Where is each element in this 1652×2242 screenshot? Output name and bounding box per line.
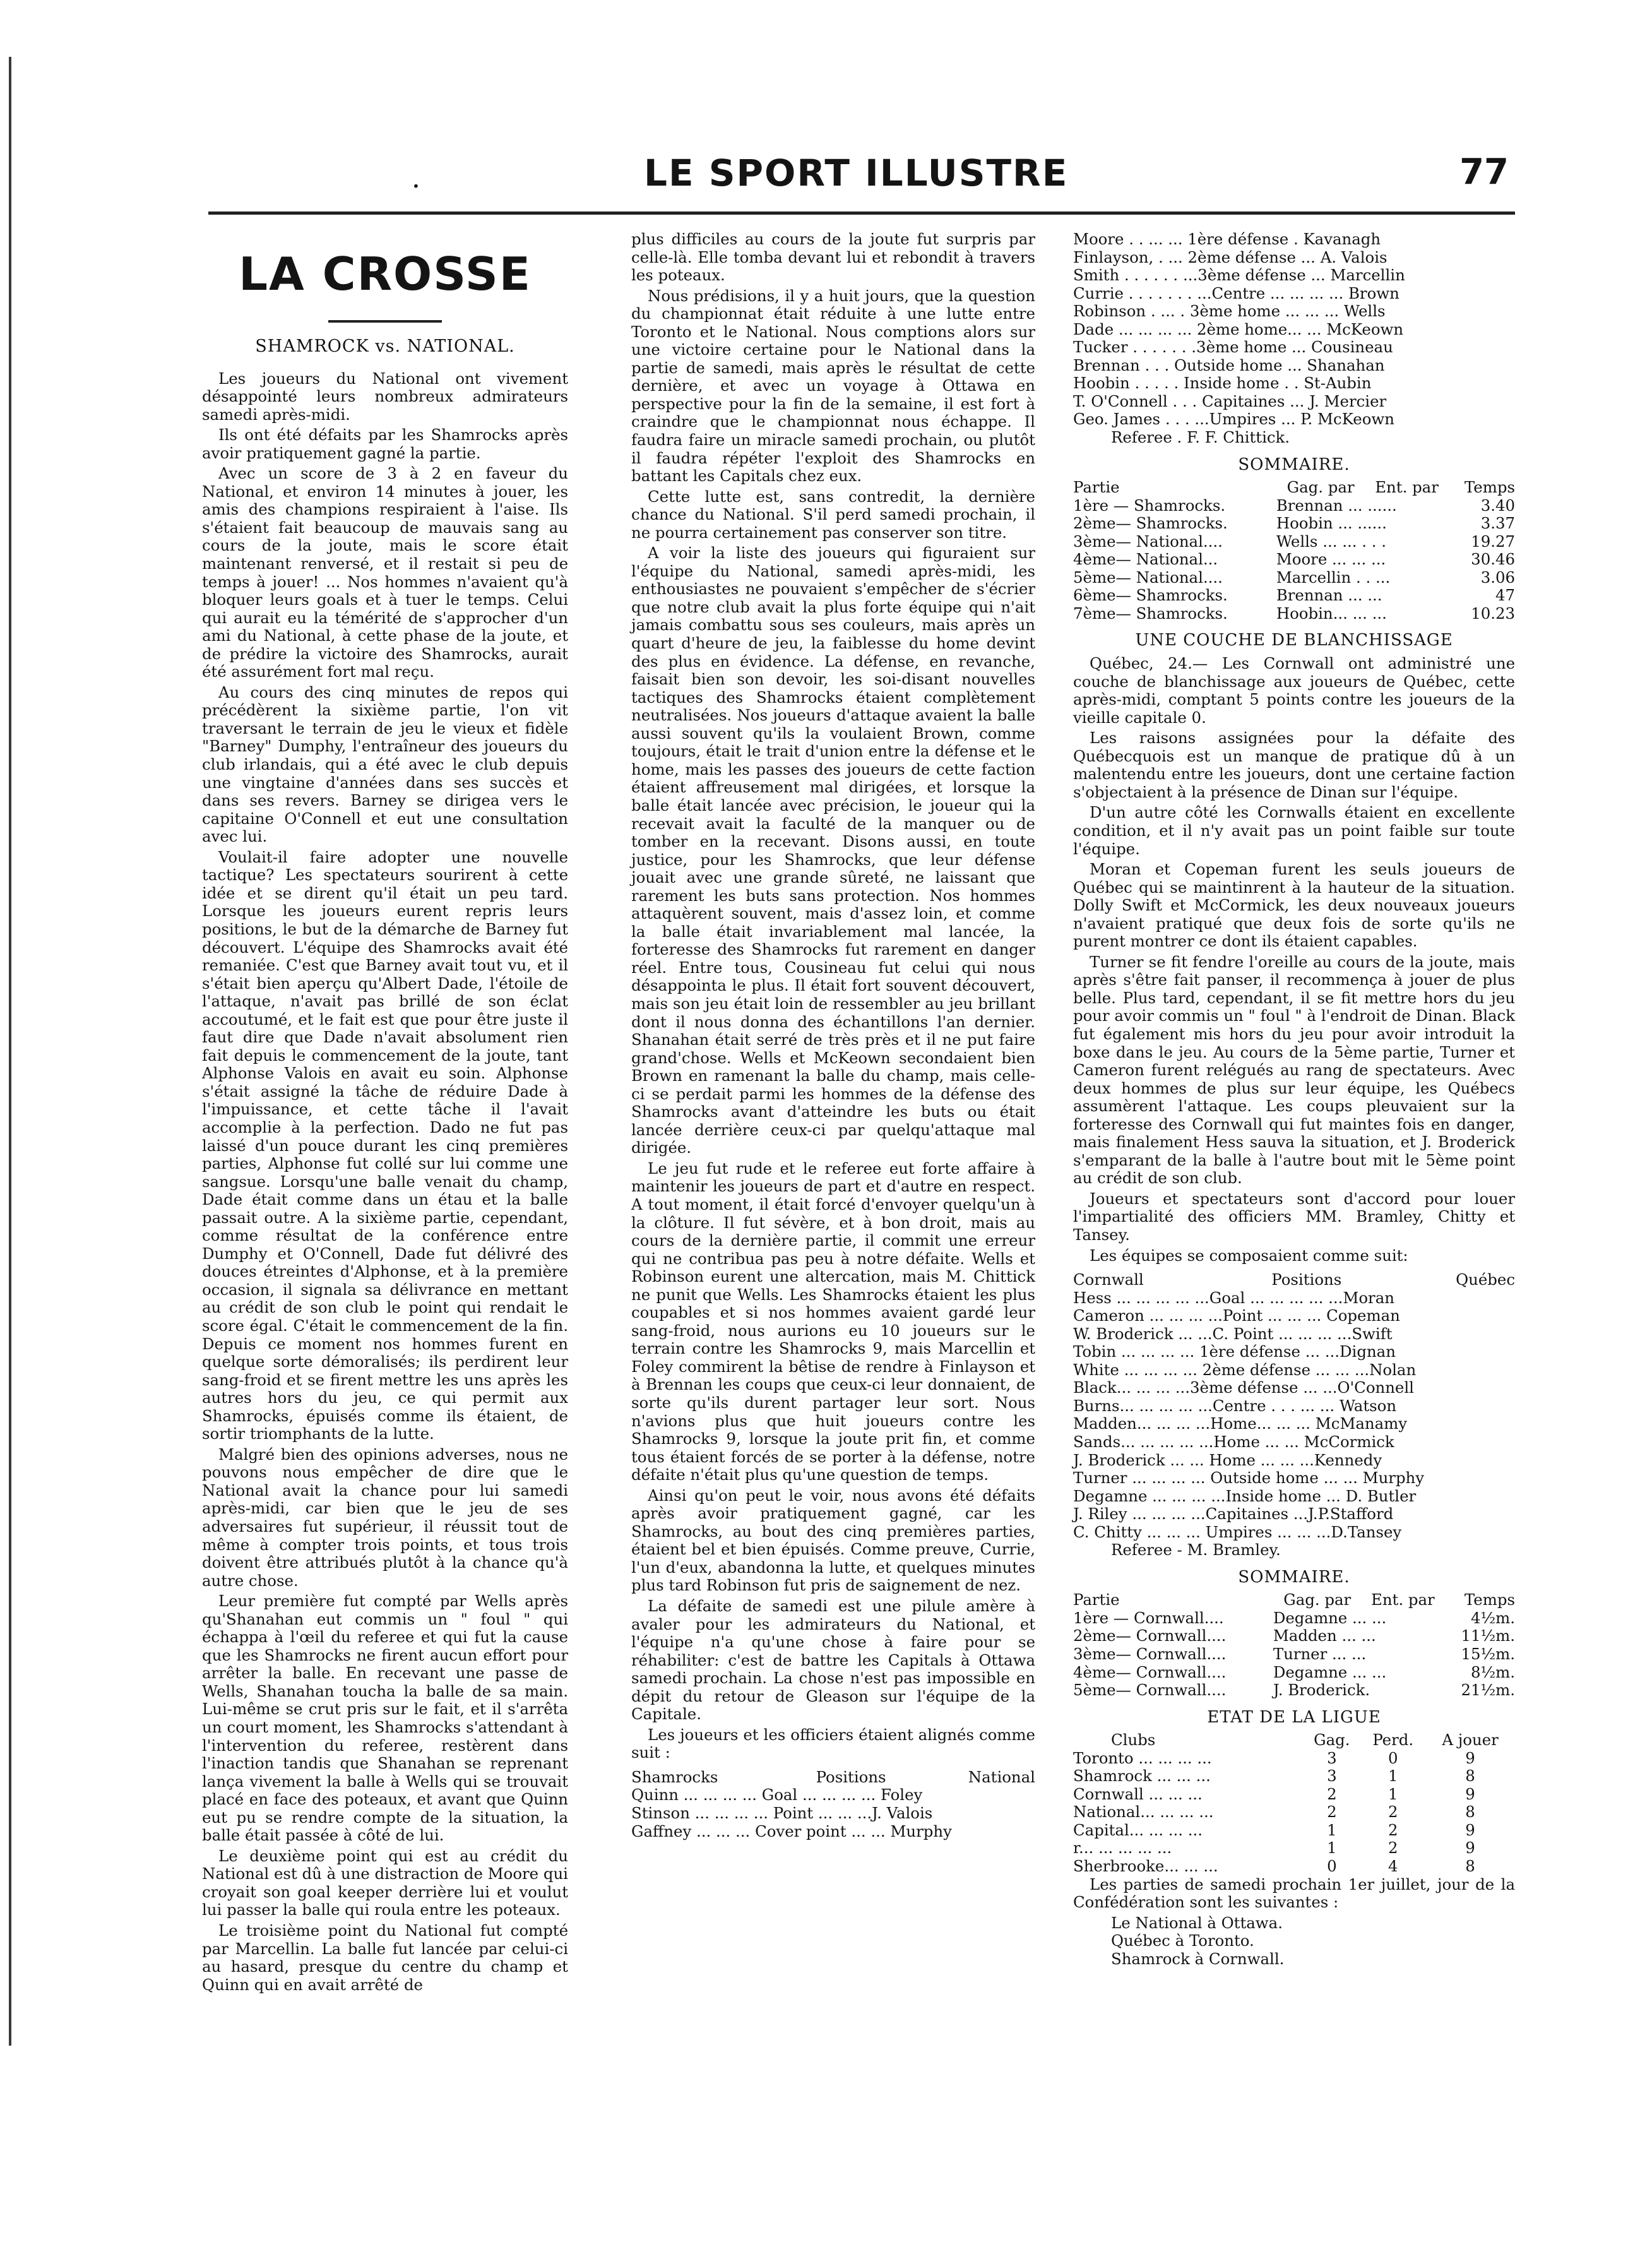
lineup-line: C. Chitty ... ... ... Umpires ... ... ...D.Tansey	[1073, 1522, 1402, 1541]
cell: 9	[1465, 1839, 1475, 1857]
table-row	[1073, 533, 1515, 551]
table-row	[1073, 551, 1515, 569]
paragraph: Les parties de samedi prochain 1er juillet, jour de la Confédération sont les suivantes :	[1073, 1875, 1515, 1912]
cell: Brennan ... ...	[1276, 586, 1382, 605]
table-row	[1073, 497, 1515, 515]
title-rule	[328, 320, 442, 323]
paragraph: A voir la liste des joueurs qui figuraient sur l'équipe du National, samedi après-midi, les enthousiastes ne pouvaient s'empêcher de s'écrier que notre club avait la plus forte équipe qui n'ait jamais combattu sous ses couleurs, mais après un quart d'heure de jeu, la faiblesse du home devint des plus en évidence. La défense, en revanche, faisait bien son devoir, les soi-disant nouvelles tactiques des Shamrocks étaient complètement neutralisées. Nos joueurs d'attaque avaient la balle aussi souvent qu'ils la voulaient Brown, comme toujours, était le trait d'union entre la défense et le home, mais les passes des joueurs de cette faction étaient affreusement mal dirigées, et lorsque la balle était lancée avec précision, le joueur qui la recevait avait la faculté de la manquer ou de tomber en la recevant. Disons aussi, en toute justice, pour les Shamrocks, que leur défense jouait avec une grande sûreté, ne laissant que rarement les buts sans protection. Nos hommes attaquèrent souvent, mais d'assez loin, et comme la balle était invariablement mal lancée, la forteresse des Shamrocks fut rarement en danger réel. Entre tous, Cousineau fut celui qui nous désappointa le plus. Il était fort souvent découvert, mais son jeu était loin de ressembler au jeu brillant dont il nous donna des échantillons l'an dernier. Shanahan était serré de très près et il ne put faire grand'chose. Wells et McKeown secondaient bien Brown en ramenant la balle du champ, mais celle-ci se perdait parmi les hommes de la défense des Shamrocks avant d'atteindre les buts ou était lancée derrière ceux-ci par quelqu'attaque mal dirigée.	[631, 544, 1035, 1157]
paragraph: Voulait-il faire adopter une nouvelle tactique? Les spectateurs sourirent à cette idée et se dirent qu'il était un peu tard. Lorsque les joueurs eurent repris leurs positions, le but de la démarche de Barney fut découvert. L'équipe des Shamrocks avait été remaniée. C'est que Barney avait tout vu, et il s'était bien aperçu qu'Albert Dade, l'étoile de l'attaque, n'avait pas brillé de son éclat accoutumé, et le fait est que pour être juste il faut dire que Dade n'avait absolument rien fait depuis le commencement de la joute, tant Alphonse Valois en avait eu soin. Alphonse s'était assigné la tâche de réduire Dade à l'impuissance, et cette tâche il l'avait accomplie à la perfection. Dado ne fut pas laissé d'un pouce durant les cinq premières parties, Alphonse fut collé sur lui comme une sangsue. Lorsqu'une balle venait du champ, Dade était comme dans un étau et la balle passait outre. A la sixième partie, cependant, comme résultat de la conférence entre Dumphy et O'Connell, Dade fut délivré des douces étreintes d'Alphonse, et à la première occasion, il signala sa délivrance en mettant au crédit de son club le point qui rendait le score égal. C'était le commencement de la fin. Depuis ce moment nos hommes furent en quelque sorte démoralisés; ils perdirent leur sang-froid et se firent mettre les uns après les autres hors du jeu, ce qui permit aux Shamrocks, épuisés comme ils étaient, de sortir triomphants de la lutte.	[202, 847, 568, 1443]
cell: 4	[1388, 1857, 1398, 1876]
paragraph: Nous prédisions, il y a huit jours, que la question du championnat était réduite à une lutte entre Toronto et le National. Nous comptions alors sur une victoire certaine pour le National dans la partie de samedi, mais après le résultat de cette dernière, et avec un voyage à Ottawa en perspective pour la fin de la semaine, il est fort à craindre que le championnat nous échappe. Il faudra faire un miracle samedi prochain, ou plutôt il faudra répéter l'exploit des Shamrocks en battant les Capitals chez eux.	[631, 286, 1035, 486]
table-row	[1073, 1822, 1515, 1840]
paragraph: Turner se fit fendre l'oreille au cours de la joute, mais après s'être fait panser, il recommença à jouer de plus belle. Plus tard, cependant, il se fit mettre hors du jeu pour avoir commis un " foul " à l'endroit de Dinan. Black fut également mis hors du jeu pour avoir introduit la boxe dans le jeu. Au cours de la 5ème partie, Turner et Cameron furent relégués au rang de spectateurs. Avec deux hommes de plus sur leur équipe, les Québecs assumèrent l'attaque. Les coups pleuvaient sur la forteresse des Cornwall qui fut maintes fois en danger, mais finalement Hess sauva la situation, et J. Broderick s'emparant de la balle à l'autre bout mit le 5ème point au crédit de son club.	[1073, 952, 1515, 1188]
paragraph: Québec, 24.— Les Cornwall ont administré une couche de blanchissage aux joueurs de Québec, cette après-midi, comptant 5 points contre les joueurs de la vieille capitale 0.	[1073, 654, 1515, 727]
cell: 15½m.	[1461, 1645, 1515, 1664]
paragraph: Le deuxième point qui est au crédit du National est dû à une distraction de Moore qui croyait son goal keeper derrière lui et voulut lui passer la balle qui roula entre les poteaux.	[202, 1846, 568, 1919]
cell: 1	[1388, 1784, 1398, 1803]
table-row	[1073, 1786, 1515, 1804]
blanchissage-heading: UNE COUCHE DE BLANCHISSAGE	[1135, 631, 1453, 650]
th-ent: Ent. par	[1375, 478, 1439, 497]
cell: 3.37	[1480, 514, 1515, 533]
paragraph: Au cours des cinq minutes de repos qui précédèrent la sixième partie, l'on vit traversant le terrain de jeu le vieux et fidèle "Barney" Dumphy, l'entraîneur des joueurs du club irlandais, qui a été avec le club depuis une vingtaine d'années dans ses succès et dans ses revers. Barney se dirigea vers le capitaine O'Connell et eut une consultation avec lui.	[202, 683, 568, 846]
cell: 21½m.	[1461, 1681, 1515, 1700]
paragraph: Les joueurs du National ont vivement désappointé leurs nombreux admirateurs samedi après-midi.	[202, 369, 568, 424]
lineup-line: Tucker . . . . . . .3ème home ... Cousineau	[1073, 338, 1393, 357]
lineup-line: Smith . . . . . . ...3ème défense ... Marcellin	[1073, 266, 1405, 285]
th-perd: Perd.	[1372, 1731, 1414, 1750]
cell: 10.23	[1471, 604, 1515, 623]
paragraph: Cette lutte est, sans contredit, la dernière chance du National. S'il perd samedi prochain, il ne pourra certainement pas conserver son titre.	[631, 487, 1035, 542]
lineup-positions: Positions	[816, 1767, 886, 1786]
cell: Moore ... ... ...	[1276, 550, 1386, 569]
cell: 2	[1388, 1820, 1398, 1839]
cell: 8	[1465, 1857, 1475, 1876]
cell: Sherbrooke... ... ...	[1073, 1857, 1218, 1876]
cell: 3.40	[1480, 496, 1515, 515]
cell: Cornwall ... ... ...	[1073, 1784, 1203, 1803]
lineup-line: Hess ... ... ... ... ...Goal ... ... ... ... ...Moran	[1073, 1288, 1394, 1307]
header-rule	[208, 212, 1515, 215]
cell: 5ème— National....	[1073, 568, 1223, 587]
table-row	[1073, 587, 1515, 605]
lineup-line: J. Riley ... ... ... ...Capitaines ...J.P.Stafford	[1073, 1505, 1394, 1523]
lineup-line: Brennan . . . Outside home ... Shanahan	[1073, 355, 1385, 374]
table-row	[1073, 569, 1515, 587]
lineup-positions: Positions	[1271, 1270, 1342, 1289]
cell: Madden ... ...	[1273, 1626, 1376, 1645]
lineup-line: Finlayson, . ... 2ème défense ... A. Valois	[1073, 247, 1388, 266]
cell: Capital... ... ... ...	[1073, 1820, 1203, 1839]
lineup-line: Burns... ... ... ... ...Centre . . . ... ... Watson	[1073, 1396, 1397, 1415]
cell: 8½m.	[1470, 1662, 1515, 1681]
cell: 3ème— Cornwall....	[1073, 1645, 1227, 1664]
cell: Degamne ... ...	[1273, 1662, 1387, 1681]
paragraph: Joueurs et spectateurs sont d'accord pour louer l'impartialité des officiers MM. Bramley, Chitty et Tansey.	[1073, 1189, 1515, 1244]
lineup-line: Moore . . ... ... 1ère défense . Kavanagh	[1073, 230, 1381, 248]
cell: Degamne ... ...	[1273, 1608, 1387, 1627]
table-row	[1073, 1767, 1515, 1786]
cell: 9	[1465, 1784, 1475, 1803]
cell: 6ème— Shamrocks.	[1073, 586, 1228, 605]
cell: 19.27	[1471, 532, 1515, 551]
game-line: Québec à Toronto.	[1111, 1931, 1254, 1950]
lineup-line: Geo. James . . . ...Umpires ... P. McKeown	[1073, 410, 1394, 429]
th-partie: Partie	[1073, 1590, 1120, 1609]
table-row	[1073, 1839, 1515, 1857]
lineup-line: Cameron ... ... ... ...Point ... ... ... Copeman	[1073, 1306, 1400, 1325]
cell: 1	[1327, 1820, 1337, 1839]
lineup-line: Black... ... ... ...3ème défense ... ...O'Connell	[1073, 1378, 1414, 1397]
cell: 2	[1327, 1784, 1337, 1803]
cell: J. Broderick.	[1273, 1681, 1370, 1700]
paragraph: La défaite de samedi est une pilule amère à avaler pour les admirateurs du National, et l'équipe n'a qu'une chose à faire pour se réhabiliter: c'est de battre les Capitals à Ottawa samedi prochain. La chose n'est pas impossible en dépit du retour de Gleason sur l'équipe de la Capitale.	[631, 1597, 1035, 1724]
game-line: Shamrock à Cornwall.	[1111, 1949, 1285, 1968]
cell: 3.06	[1480, 568, 1515, 587]
lineup-line: Dade ... ... ... ... 2ème home... ... McKeown	[1073, 319, 1404, 338]
th-clubs: Clubs	[1111, 1731, 1156, 1750]
th-a-jouer: A jouer	[1442, 1731, 1499, 1750]
table-row	[1073, 515, 1515, 533]
lineup-line: Gaffney ... ... ... Cover point ... ... Murphy	[631, 1822, 952, 1840]
lineup-line: Tobin ... ... ... ... 1ère défense ... ...Dignan	[1073, 1342, 1396, 1361]
paragraph: Moran et Copeman furent les seuls joueurs de Québec qui se maintinrent à la hauteur de la situation. Dolly Swift et McCormick, les deux nouveaux joueurs n'avaient pratiqué que deux fois de sorte qu'ils ne purent montrer ce dont ils étaient capables.	[1073, 860, 1515, 951]
paragraph: Ainsi qu'on peut le voir, nous avons été défaits après avoir pratiquement gagné, car les Shamrocks, au bout des cinq premières parties, étaient bel et bien épuisés. Comme preuve, Currie, l'un d'eux, abandonna la lutte, et quelques minutes plus tard Robinson fut pris de saignement de nez.	[631, 1486, 1035, 1595]
table-row	[1073, 605, 1515, 623]
lineup-line: Currie . . . . . . . ...Centre ... ... ... ... Brown	[1073, 283, 1399, 302]
lineup-line: J. Broderick ... ... Home ... ... ...Kennedy	[1073, 1450, 1382, 1469]
lineup-line: Sands... ... ... ... ...Home ... ... McCormick	[1073, 1433, 1394, 1451]
article-title: LA CROSSE	[239, 247, 532, 301]
cell: 7ème— Shamrocks.	[1073, 604, 1228, 623]
page-number: 77	[1459, 152, 1509, 193]
sommaire-heading: SOMMAIRE.	[1238, 455, 1350, 474]
cell: 9	[1465, 1820, 1475, 1839]
cell: 0	[1388, 1748, 1398, 1767]
etat-heading: ETAT DE LA LIGUE	[1207, 1707, 1381, 1727]
cell: 8	[1465, 1803, 1475, 1822]
th-temps: Temps	[1464, 478, 1515, 497]
lineup-line: W. Broderick ... ...C. Point ... ... ... ...Swift	[1073, 1324, 1393, 1343]
th-gag: Gag.	[1314, 1731, 1350, 1750]
lineup-line: Referee - M. Bramley.	[1111, 1541, 1281, 1559]
cell: 1ère — Cornwall....	[1073, 1608, 1224, 1627]
cell: 8	[1465, 1767, 1475, 1786]
paragraph: Les joueurs et les officiers étaient alignés comme suit :	[631, 1725, 1035, 1762]
sommaire-table	[1073, 1591, 1515, 1699]
lineup-line: Stinson ... ... ... ... Point ... ... ...J. Valois	[631, 1804, 933, 1823]
cell: 3	[1327, 1767, 1337, 1786]
publication-title: LE SPORT ILLUSTRE	[644, 152, 1069, 194]
cell: 11½m.	[1461, 1626, 1515, 1645]
cell: 30.46	[1471, 550, 1515, 569]
table-row	[1073, 1681, 1515, 1700]
cell: 4ème— National...	[1073, 550, 1218, 569]
lineup-line: White ... ... ... ... 2ème défense ... ... ...Nolan	[1073, 1360, 1417, 1379]
sommaire-heading: SOMMAIRE.	[1238, 1567, 1350, 1587]
table-row	[1073, 1750, 1515, 1768]
paragraph: Le troisième point du National fut compté par Marcellin. La balle fut lancée par celui-ci au hasard, presque du centre du champ et Quinn qui en avait arrêté de	[202, 1921, 568, 1994]
lineup-team-right: Québec	[1456, 1270, 1515, 1289]
cell: Toronto ... ... ... ...	[1073, 1748, 1212, 1767]
lineup-line: Referee . F. F. Chittick.	[1111, 428, 1290, 447]
paragraph: Les équipes se composaient comme suit:	[1090, 1246, 1408, 1265]
th-partie: Partie	[1073, 478, 1120, 497]
lineup-table-header	[1073, 1271, 1515, 1289]
lineup-line: Degamne ... ... ... ...Inside home ... D. Butler	[1073, 1486, 1417, 1505]
cell: 4½m.	[1470, 1608, 1515, 1627]
table-row	[1073, 1609, 1515, 1628]
cell: 4ème— Cornwall....	[1073, 1662, 1227, 1681]
cell: 3	[1327, 1748, 1337, 1767]
column-1	[202, 230, 568, 1996]
cell: 2	[1388, 1839, 1398, 1857]
cell: 2ème— Shamrocks.	[1073, 514, 1228, 533]
th-ent: Ent. par	[1371, 1590, 1435, 1609]
paragraph: D'un autre côté les Cornwalls étaient en excellente condition, et il n'y avait pas un point faible sur toute l'équipe.	[1073, 803, 1515, 858]
lineup-table-header	[631, 1768, 1035, 1787]
paragraph: Avec un score de 3 à 2 en faveur du National, et environ 14 minutes à jouer, les amis des champions respiraient à l'aise. Ils s'étaient fait beaucoup de mauvais sang au cours de la joute, mais le score était maintenant renversé, et il restait si peu de temps à jouer! ... Nos hommes n'avaient qu'à bloquer leurs goals et à tuer le temps. Celui qui aurait eu la témérité de s'approcher d'un ami du National, à cette phase de la joute, et de prédire la victoire des Shamrocks, aurait été assurément fort mal reçu.	[202, 464, 568, 681]
table-row	[1073, 1664, 1515, 1682]
cell: Hoobin... ... ...	[1276, 604, 1387, 623]
cell: 47	[1495, 586, 1515, 605]
sommaire-table	[1073, 479, 1515, 623]
lineup-line: Madden... ... ... ...Home... ... ... McManamy	[1073, 1414, 1408, 1433]
article-subtitle: SHAMROCK vs. NATIONAL.	[255, 337, 515, 356]
table-row	[1073, 1627, 1515, 1645]
cell: 2	[1327, 1803, 1337, 1822]
column-2	[631, 230, 1035, 1840]
th-gag: Gag. par	[1287, 478, 1355, 497]
paragraph: Le jeu fut rude et le referee eut forte affaire à maintenir les joueurs de part et d'autre en respect. A tout moment, il était forcé d'envoyer quelqu'un à la clôture. Il fut sévère, et à bon droit, mais au cours de la dernière partie, il commit une erreur qui ne contribua pas peu à notre défaite. Wells et Robinson eurent une altercation, mais M. Chittick ne punit que Wells. Les Shamrocks étaient les plus coupables et si nos hommes avaient gardé leur sang-froid, nous aurions eu 10 joueurs sur le terrain contre les Shamrocks 9, mais Marcellin et Foley commirent la bêtise de rendre à Finlayson et à Brennan les coups que ceux-ci leur donnaient, de sorte qu'ils durent partager leur sort. Nous n'avions plus que huit joueurs contre les Shamrocks 9, lorsque la joute prit fin, et comme tous étaient forcés de se porter à la défense, notre défaite n'était plus qu'une question de temps.	[631, 1159, 1035, 1484]
th-gag: Gag. par	[1283, 1590, 1352, 1609]
column-3	[1073, 230, 1515, 1968]
page-header	[404, 152, 1509, 202]
cell: Hoobin ... ......	[1276, 514, 1387, 533]
cell: 9	[1465, 1748, 1475, 1767]
header-dot: ·	[412, 170, 420, 203]
lineup-team-left: Shamrocks	[631, 1767, 718, 1786]
lineup-line: Hoobin . . . . . Inside home . . St-Aubin	[1073, 374, 1372, 393]
cell: National... ... ... ...	[1073, 1803, 1214, 1822]
table-row	[1073, 1645, 1515, 1664]
cell: 2	[1388, 1803, 1398, 1822]
cell: Shamrock ... ... ...	[1073, 1767, 1211, 1786]
lineup-line: Robinson . ... . 3ème home ... ... ... Wells	[1073, 302, 1386, 321]
cell: 2ème— Cornwall....	[1073, 1626, 1227, 1645]
lineup-line: Quinn ... ... ... ... Goal ... ... ... ... Foley	[631, 1786, 923, 1804]
cell: 3ème— National....	[1073, 532, 1223, 551]
paragraph: Malgré bien des opinions adverses, nous ne pouvons nous empêcher de dire que le National avait la chance pour lui samedi après-midi, car bien que le jeu de ses adversaires fut supérieur, il réussit tout de même à compter trois points, et tous trois doivent être attribués plutôt à la chance qu'à autre chose.	[202, 1445, 568, 1590]
paragraph: Ils ont été défaits par les Shamrocks après avoir pratiquement gagné la partie.	[202, 426, 568, 462]
cell: 1	[1327, 1839, 1337, 1857]
lineup-line: T. O'Connell . . . Capitaines ... J. Mercier	[1073, 391, 1387, 410]
lineup-line: Turner ... ... ... ... Outside home ... ... Murphy	[1073, 1469, 1425, 1488]
paragraph: Leur première fut compté par Wells après qu'Shanahan eut commis un " foul " qui échappa à l'œil du referee et qui fut la cause que les Shamrocks ne firent aucun effort pour arrêter la balle. En recevant une passe de Wells, Shanahan toucha la balle de sa main. Lui-même se crut pris sur le fait, et il s'arrêta un court moment, les Shamrocks s'attendant à l'intervention du referee, restèrent dans l'inaction tandis que Shanahan se reprenant lança vivement la balle à Wells qui se trouvait placé en face des poteaux, et avant que Quinn eut pu se rendre compte de la situation, la balle était passée à côté de lui.	[202, 1592, 568, 1845]
cell: 5ème— Cornwall....	[1073, 1681, 1227, 1700]
cell: Wells ... ... . . .	[1276, 532, 1386, 551]
th-temps: Temps	[1464, 1590, 1515, 1609]
lineup-team-left: Cornwall	[1073, 1270, 1144, 1289]
paragraph: plus difficiles au cours de la joute fut surpris par celle-là. Elle tomba devant lui et rebondit à travers les poteaux.	[631, 230, 1035, 285]
cell: Marcellin . . ...	[1276, 568, 1391, 587]
cell: Brennan ... ......	[1276, 496, 1397, 515]
cell: 1	[1388, 1767, 1398, 1786]
game-line: Le National à Ottawa.	[1111, 1913, 1283, 1932]
binding-edge	[9, 57, 11, 2046]
table-row	[1073, 1803, 1515, 1822]
table-row	[1073, 1857, 1515, 1876]
cell: Turner ... ...	[1273, 1645, 1367, 1664]
cell: r... ... ... ... ...	[1073, 1839, 1172, 1857]
league-standings-table	[1073, 1731, 1515, 1875]
cell: 1ère — Shamrocks.	[1073, 496, 1226, 515]
lineup-team-right: National	[968, 1767, 1035, 1786]
paragraph: Les raisons assignées pour la défaite des Québecquois est un manque de pratique dû à un malentendu entre les joueurs, dont une certaine faction s'objectaient à la présence de Dinan sur l'équipe.	[1073, 729, 1515, 801]
cell: 0	[1327, 1857, 1337, 1876]
